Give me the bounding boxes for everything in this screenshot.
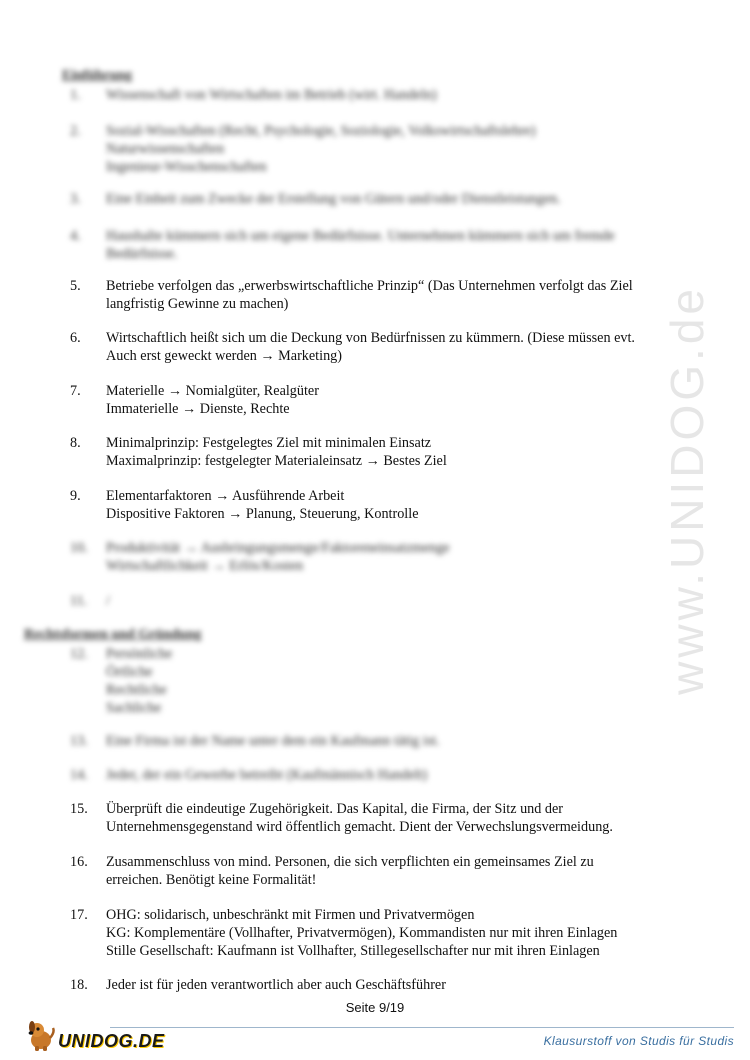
dog-icon <box>26 1018 56 1052</box>
list-item <box>70 434 680 470</box>
item-line: Minimalprinzip: Festgelegtes Ziel mit minimalen Einsatz <box>106 435 432 451</box>
item-line: langfristig Gewinne zu machen) <box>106 296 289 312</box>
footer-divider <box>110 1027 734 1028</box>
item-number: 15. <box>70 801 88 817</box>
list-item <box>70 86 680 104</box>
item-line: Persönliche <box>106 646 173 662</box>
list-item <box>70 277 680 313</box>
item-line: Bedürfnisse. <box>106 246 178 262</box>
item-line: Naturwissenschaften <box>106 141 225 157</box>
item-line: Immaterielle → Dienste, Rechte <box>106 401 290 417</box>
section-heading-rechtsformen: Rechtsformen und Gründung <box>24 627 202 642</box>
item-line: Materielle → Nomialgüter, Realgüter <box>106 383 319 399</box>
item-line: Stille Gesellschaft: Kaufmann ist Vollhafter, Stillegesellschafter nur mit ihren Einlagen <box>106 943 600 959</box>
item-line: Sozial-Wisschaften (Recht, Psychologie, Soziologie, Volkswirtschaftslehre) <box>106 123 536 139</box>
item-line: Überprüft die eindeutige Zugehörigkeit. Das Kapital, die Firma, der Sitz und der <box>106 801 564 817</box>
item-number: 14. <box>70 767 88 783</box>
item-line: Zusammenschluss von mind. Personen, die sich verpflichten ein gemeinsames Ziel zu <box>106 854 594 870</box>
item-number: 1. <box>70 87 81 103</box>
list-item <box>70 976 680 994</box>
list-item <box>70 732 680 750</box>
item-line: Jeder, der ein Gewerbe betreibt (Kaufmännisch Handelt) <box>106 767 428 783</box>
item-number: 7. <box>70 383 81 399</box>
list-item <box>70 329 680 365</box>
item-line: Dispositive Faktoren → Planung, Steuerung, Kontrolle <box>106 506 419 522</box>
item-line: OHG: solidarisch, unbeschränkt mit Firmen und Privatvermögen <box>106 907 475 923</box>
list-item <box>70 227 680 263</box>
item-number: 17. <box>70 907 88 923</box>
item-number: 16. <box>70 854 88 870</box>
watermark: www.UNIDOG.de <box>661 285 713 695</box>
item-line: Elementarfaktoren → Ausführende Arbeit <box>106 488 345 504</box>
item-number: 8. <box>70 435 81 451</box>
item-line: Sachliche <box>106 700 162 716</box>
item-number: 6. <box>70 330 81 346</box>
item-number: 12. <box>70 646 88 662</box>
page-number: Seite 9/19 <box>345 1000 405 1015</box>
item-line: Unternehmensgegenstand wird öffentlich gemacht. Dient der Verwechslungsvermeidung. <box>106 819 613 835</box>
list-item <box>70 487 680 523</box>
list-item <box>70 853 680 889</box>
list-item <box>70 382 680 418</box>
unidog-logo[interactable] <box>26 1012 165 1052</box>
list-item <box>70 766 680 784</box>
item-number: 3. <box>70 191 81 207</box>
item-line: Wissenschaft von Wirtschaften im Betrieb (wirt. Handeln) <box>106 87 437 103</box>
item-line: Betriebe verfolgen das „erwerbswirtschaftliche Prinzip“ (Das Unternehmen verfolgt das Ziel <box>106 278 633 294</box>
list-item <box>70 122 680 176</box>
item-line: / <box>106 593 110 609</box>
item-number: 2. <box>70 123 81 139</box>
list-item <box>70 906 680 960</box>
item-line: Ingenieur-Wisschenschaften <box>106 159 267 175</box>
item-line: KG: Komplementäre (Vollhafter, Privatvermögen), Kommandisten nur mit ihren Einlagen <box>106 925 618 941</box>
item-number: 4. <box>70 228 81 244</box>
list-item <box>70 645 680 717</box>
item-line: erreichen. Benötigt keine Formalität! <box>106 872 317 888</box>
footer-tagline: Klausurstoff von Studis für Studis <box>543 1034 734 1048</box>
list-item <box>70 190 680 208</box>
item-line: Örtliche <box>106 664 153 680</box>
logo-text: UNIDOG.DE <box>58 1031 165 1051</box>
item-number: 18. <box>70 977 88 993</box>
list-item <box>70 800 680 836</box>
item-number: 13. <box>70 733 88 749</box>
item-line: Maximalprinzip: festgelegter Materialeinsatz → Bestes Ziel <box>106 453 447 469</box>
section-heading-einfuehrung: Einführung <box>62 68 133 83</box>
item-number: 11. <box>70 593 88 609</box>
item-number: 10. <box>70 540 88 556</box>
item-line: Eine Einheit zum Zwecke der Erstellung von Gütern und/oder Dienstleistungen. <box>106 191 561 207</box>
item-number: 9. <box>70 488 81 504</box>
item-line: Wirtschaftlichkeit → Erlös/Kosten <box>106 558 304 574</box>
list-item <box>70 539 680 575</box>
item-line: Eine Firma ist der Name unter dem ein Kaufmann tätig ist. <box>106 733 440 749</box>
item-line: Jeder ist für jeden verantwortlich aber auch Geschäftsführer <box>106 977 446 993</box>
item-line: Produktivität → Ausbringungsmenge/Faktoreneinsatzmenge <box>106 540 450 556</box>
item-line: Haushalte kümmern sich um eigene Bedürfnisse. Unternehmen kümmern sich um fremde <box>106 228 615 244</box>
item-line: Auch erst geweckt werden → Marketing) <box>106 348 342 364</box>
item-line: Rechtliche <box>106 682 167 698</box>
item-number: 5. <box>70 278 81 294</box>
item-line: Wirtschaftlich heißt sich um die Deckung von Bedürfnissen zu kümmern. (Diese müssen evt. <box>106 330 635 346</box>
list-item <box>70 592 680 610</box>
